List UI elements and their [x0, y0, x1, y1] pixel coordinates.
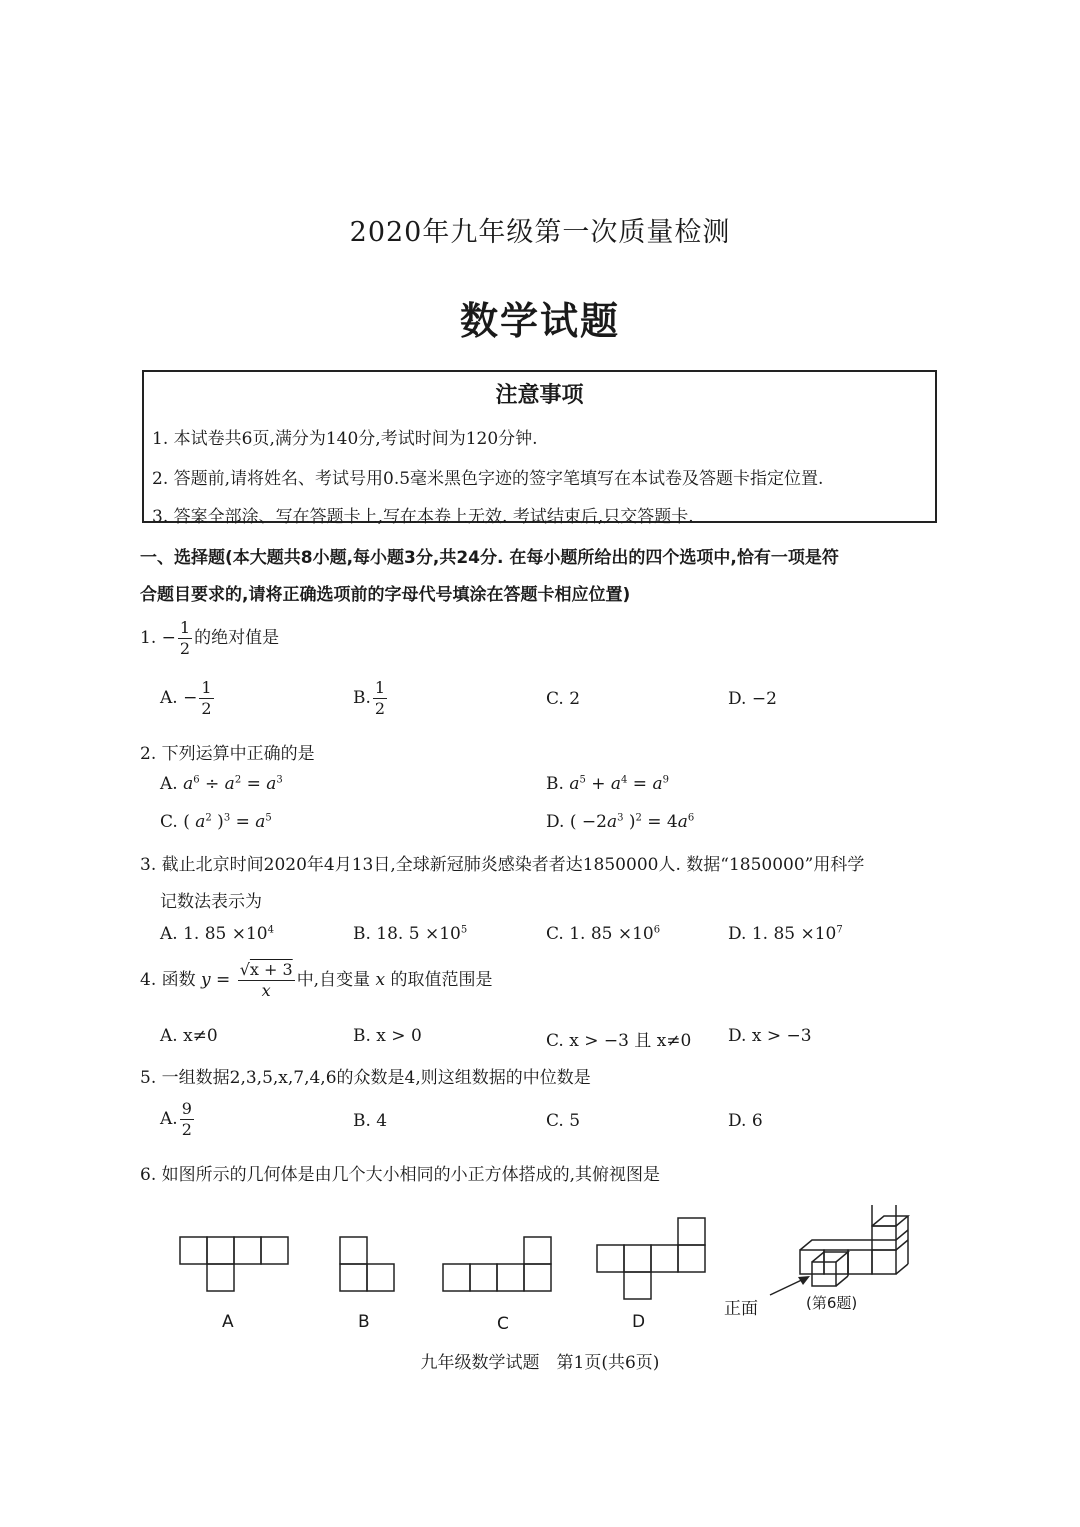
q3-option-c-exponent: 6	[653, 924, 661, 936]
q3-option-c-text: C. 1. 85 ×10	[546, 924, 654, 944]
q2-stem: 2. 下列运算中正确的是	[140, 744, 315, 764]
notice-item-3: 3. 答案全部涂、写在答题卡上,写在本卷上无效. 考试结束后,只交答题卡.	[152, 507, 694, 527]
q1-option-a-numerator: 1	[201, 678, 212, 697]
q1-number: 1.	[140, 628, 157, 648]
section-heading-line2: 合题目要求的,请将正确选项前的字母代号填涂在答题卡相应位置)	[140, 585, 631, 605]
notice-box	[142, 370, 937, 527]
q4-radical: √x + 3	[239, 960, 293, 979]
q5-option-b: B. 4	[353, 1111, 388, 1131]
q1-option-d: D. −2	[728, 689, 777, 709]
q3-option-c	[546, 924, 660, 944]
q1-frac-numerator: 1	[179, 618, 191, 637]
page-footer: 九年级数学试题 第1页(共6页)	[420, 1353, 660, 1373]
question-1	[140, 620, 279, 657]
q2-option-c: C. ( $a^2$ )$^3 = a^5$	[160, 812, 272, 832]
q6-option-c-view	[443, 1237, 551, 1291]
q3-option-d-exponent: 7	[836, 924, 843, 936]
q3-option-a-exponent: 4	[267, 924, 274, 936]
q4-suffix: 中,自变量	[296, 970, 371, 990]
notice-item-2: 2. 答题前,请将姓名、考试号用0.5毫米黑色字迹的签字笔填写在本试卷及答题卡指定位置.	[152, 469, 824, 489]
q3-option-d-text: D. 1. 85 ×10	[728, 924, 837, 944]
q4-function-fraction	[238, 962, 295, 999]
question-4: 4. 函数 y = $\frac{√x + 3}{x}$ 中,自变量 x 的取值范围是	[140, 960, 493, 1000]
q3-option-a-text: A. 1. 85 ×10	[160, 924, 268, 944]
q3-option-b	[353, 924, 467, 944]
q1-option-b-label: B.	[353, 688, 371, 708]
q6-solid-figure	[800, 1205, 908, 1286]
q6-stem: 6. 如图所示的几何体是由几个大小相同的小正方体搭成的,其俯视图是	[140, 1165, 661, 1185]
q1-option-b-numerator: 1	[374, 678, 386, 697]
q5-option-a-numerator: 9	[181, 1099, 192, 1118]
q3-option-b-exponent: 5	[460, 924, 468, 936]
q1-option-a-fraction	[199, 680, 213, 717]
q1-frac-denominator: 2	[179, 639, 191, 658]
q6-option-b-view	[340, 1237, 394, 1291]
q3-option-a	[160, 924, 274, 944]
q6-label-c: C	[497, 1314, 509, 1334]
q3-stem-line2: 记数法表示为	[160, 892, 262, 912]
q4-option-c: C. x > −3 且 x≠0	[546, 1031, 692, 1051]
q4-option-d: D. x > −3	[728, 1026, 812, 1046]
q1-option-a-denominator: 2	[201, 699, 212, 718]
q4-variable: x	[375, 970, 386, 990]
exam-subtitle: 数学试题	[459, 298, 620, 343]
q3-option-b-text: B. 18. 5 ×10	[353, 924, 461, 944]
q5-stem: 5. 一组数据2,3,5,x,7,4,6的众数是4,则这组数据的中位数是	[140, 1068, 591, 1088]
section-heading-line1: 一、选择题(本大题共8小题,每小题3分,共24分. 在每小题所给出的四个选项中,恰有一项是符	[140, 548, 839, 568]
q6-label-a: A	[222, 1312, 234, 1332]
q5-option-a-label: A.	[160, 1109, 178, 1129]
q2-option-d: D. ( $-2a^3$ )$^2 = 4a^6$	[546, 812, 695, 832]
q5-option-a-fraction	[180, 1101, 194, 1138]
q6-figure	[170, 1205, 910, 1340]
q4-denominator: x	[261, 981, 271, 1000]
q5-option-c: C. 5	[546, 1111, 581, 1131]
q1-option-b-fraction	[373, 680, 387, 717]
q1-option-c: C. 2	[546, 689, 581, 709]
q6-label-b: B	[358, 1312, 370, 1332]
notice-title: 注意事项	[495, 383, 584, 408]
q4-option-b: B. x > 0	[353, 1026, 422, 1046]
notice-item-1: 1. 本试卷共6页,满分为140分,考试时间为120分钟.	[152, 429, 538, 449]
q5-option-d: D. 6	[728, 1111, 763, 1131]
q1-sign: −	[161, 628, 176, 648]
q5-option-a	[160, 1101, 196, 1138]
q6-label-d: D	[632, 1312, 646, 1332]
q4-prefix: 4. 函数	[140, 970, 196, 990]
q6-front-label: 正面	[724, 1299, 758, 1319]
q1-stem: 的绝对值是	[194, 628, 280, 648]
q1-option-b	[353, 680, 389, 717]
exam-title: 2020年九年级第一次质量检测	[349, 217, 731, 248]
q4-radicand: x + 3	[249, 960, 293, 979]
q1-option-a	[160, 680, 216, 717]
q2-option-b: B. $a^5 + a^4 = a^9$	[546, 774, 669, 794]
q4-option-a: A. x≠0	[160, 1026, 218, 1046]
q1-option-a-label: A. −	[160, 688, 198, 708]
q4-suffix2: 的取值范围是	[390, 970, 493, 990]
q3-option-d	[728, 924, 843, 944]
q2-option-a: A. $a^6 \div a^2 = a^3$	[160, 774, 283, 794]
q6-option-a-view	[180, 1237, 288, 1291]
q5-option-a-denominator: 2	[181, 1120, 192, 1139]
q6-option-d-view	[597, 1218, 705, 1299]
q1-fraction	[178, 620, 192, 657]
q1-option-b-denominator: 2	[374, 699, 386, 718]
q3-stem-line1: 3. 截止北京时间2020年4月13日,全球新冠肺炎感染者者达1850000人. 数据“1850000”用科学	[140, 855, 865, 875]
q6-figure-caption: (第6题)	[806, 1294, 858, 1312]
